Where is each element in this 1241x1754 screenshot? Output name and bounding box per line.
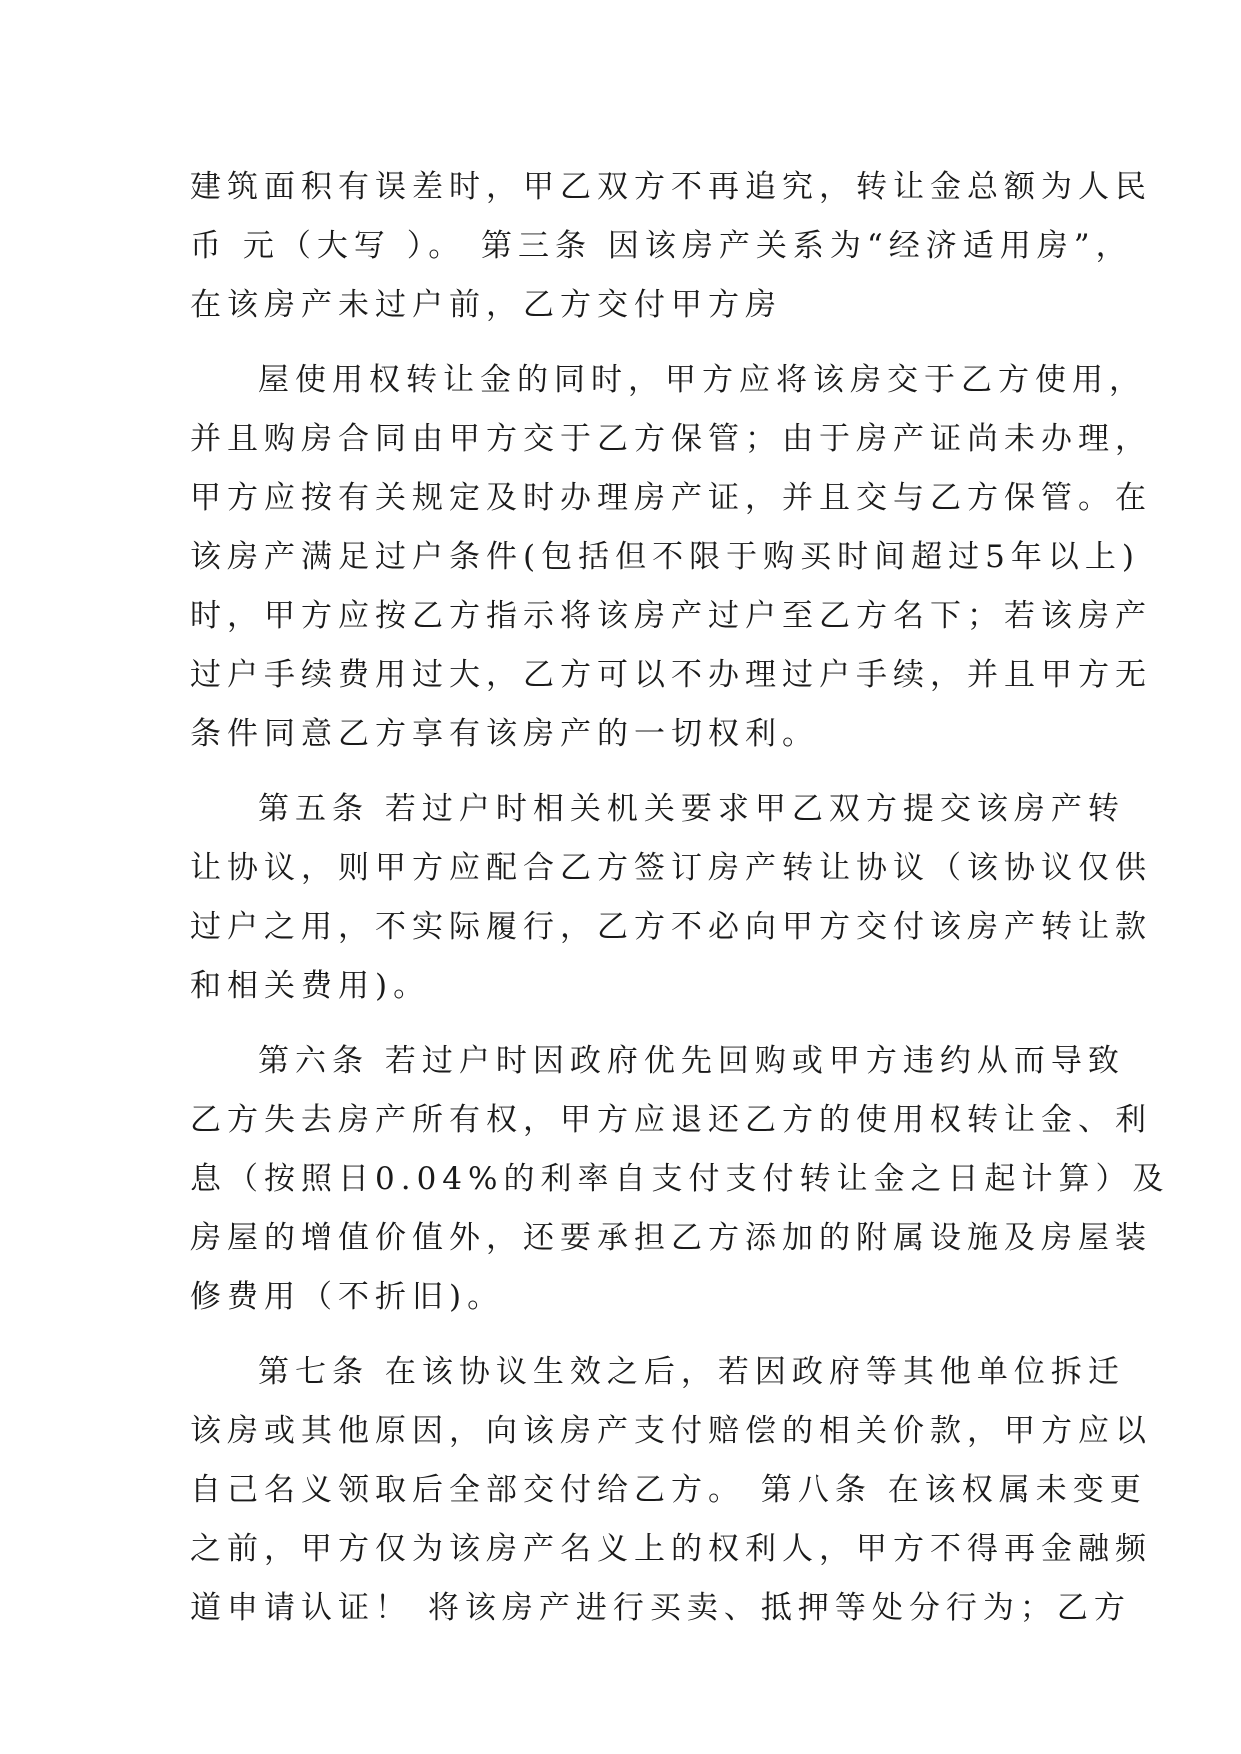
text-line: 该房产满足过户条件(包括但不限于购买时间超过5年以上) bbox=[190, 539, 1140, 575]
text-line: 并且购房合同由甲方交于乙方保管；由于房产证尚未办理， bbox=[190, 421, 1152, 457]
text-line: 自己名义领取后全部交付给乙方。 第八条 在该权属未变更 bbox=[190, 1472, 1147, 1508]
text-line: 过户之用，不实际履行，乙方不必向甲方交付该房产转让款 bbox=[190, 909, 1152, 945]
text-line: 甲方应按有关规定及时办理房产证，并且交与乙方保管。在 bbox=[190, 480, 1152, 516]
text-line: 第五条 若过户时相关机关要求甲乙双方提交该房产转 bbox=[258, 791, 1125, 827]
text-line: 币 元（大写 ）。 第三条 因该房产关系为“经济适用房”， bbox=[190, 228, 1133, 264]
text-line: 时，甲方应按乙方指示将该房产过户至乙方名下；若该房产 bbox=[190, 598, 1152, 634]
text-line: 让协议，则甲方应配合乙方签订房产转让协议（该协议仅供 bbox=[190, 850, 1152, 886]
text-line: 修费用（不折旧)。 bbox=[190, 1279, 505, 1315]
text-line: 建筑面积有误差时，甲乙双方不再追究，转让金总额为人民 bbox=[190, 169, 1152, 205]
paragraph bbox=[190, 780, 1152, 1016]
text-line: 房屋的增值价值外，还要承担乙方添加的附属设施及房屋装 bbox=[190, 1220, 1152, 1256]
paragraph bbox=[190, 351, 1152, 764]
text-line: 第七条 在该协议生效之后，若因政府等其他单位拆迁 bbox=[258, 1354, 1125, 1390]
text-line: 第六条 若过户时因政府优先回购或甲方违约从而导致 bbox=[258, 1043, 1125, 1079]
paragraph bbox=[190, 1343, 1152, 1638]
text-line: 屋使用权转让金的同时，甲方应将该房交于乙方使用， bbox=[258, 362, 1146, 398]
text-line: 过户手续费用过大，乙方可以不办理过户手续，并且甲方无 bbox=[190, 657, 1152, 693]
text-line: 之前，甲方仅为该房产名义上的权利人，甲方不得再金融频 bbox=[190, 1531, 1152, 1567]
text-line: 条件同意乙方享有该房产的一切权利。 bbox=[190, 716, 819, 752]
paragraph bbox=[190, 158, 1152, 335]
text-line: 道申请认证！ 将该房产进行买卖、抵押等处分行为；乙方 bbox=[190, 1590, 1131, 1626]
paragraph bbox=[190, 1032, 1170, 1327]
text-line: 在该房产未过户前，乙方交付甲方房 bbox=[190, 287, 782, 323]
text-line: 该房或其他原因，向该房产支付赔偿的相关价款，甲方应以 bbox=[190, 1413, 1152, 1449]
document-body bbox=[190, 158, 1170, 1638]
text-line: 息（按照日0.04%的利率自支付支付转让金之日起计算）及 bbox=[190, 1161, 1170, 1197]
text-line: 乙方失去房产所有权，甲方应退还乙方的使用权转让金、利 bbox=[190, 1102, 1152, 1138]
text-line: 和相关费用)。 bbox=[190, 968, 431, 1004]
